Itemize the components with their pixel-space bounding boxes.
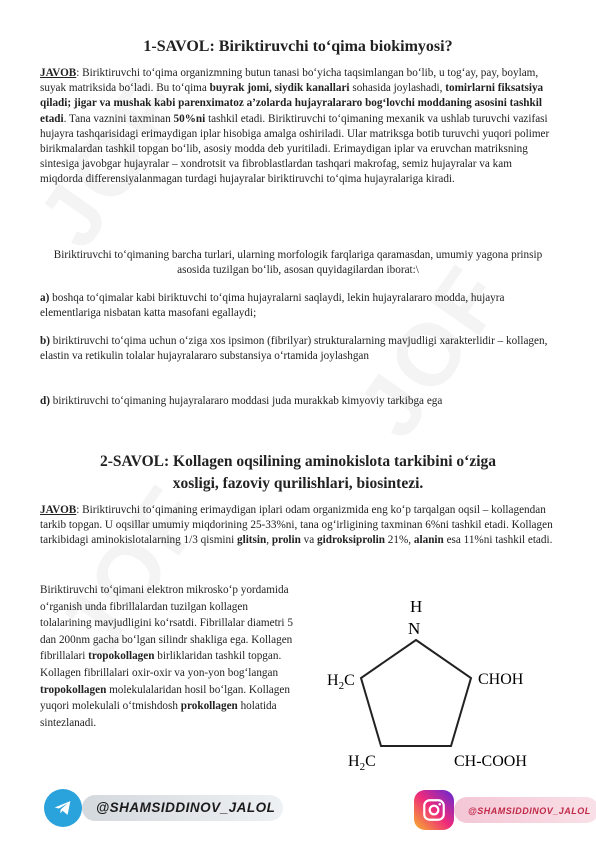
atom-n: N bbox=[408, 619, 421, 638]
answer-bold: 50%ni bbox=[173, 112, 206, 125]
question-2-heading bbox=[40, 451, 556, 495]
list-marker: a) bbox=[40, 292, 50, 304]
answer-text: sohasida joylashadi, bbox=[349, 82, 446, 95]
telegram-handle: @SHAMSIDDINOV_JALOL bbox=[96, 800, 276, 815]
instagram-handle-pill bbox=[454, 797, 596, 823]
list-text: biriktiruvchi to‘qimaning hujayralararo moddasi juda murakkab kimyoviy tarkibga ega bbox=[49, 395, 443, 407]
answer-bold: prolin bbox=[271, 534, 301, 547]
list-text: biriktiruvchi to‘qima uchun o‘ziga xos ipsimon (fibrilyar) strukturalarning mavjudligi xarakterlidir – kollagen, elastin va retikulin tolalar hujayralararo substansiya o‘rtamida joylashgan bbox=[40, 335, 548, 363]
list-text: boshqa to‘qimalar kabi biriktuvchi to‘qima hujayralarni saqlaydi, lekin hujayralararo modda, hujayra elementlariga nisbatan katta masofani egallaydi; bbox=[40, 292, 505, 320]
atom-h2c-bottom: $H_2C$ bbox=[348, 753, 376, 773]
collagen-description bbox=[40, 582, 300, 731]
answer-bold: tomirlarni fiksatsiya qiladi; jigar va mushak kabi parenximatoz a’zolarda hujayralararo bog‘lovchi moddaning asosini tashkil etadi bbox=[40, 82, 544, 125]
heading-line: 2-SAVOL: Kollagen oqsilining aminokislota tarkibini o‘ziga bbox=[99, 453, 496, 470]
answer-text: : Biriktiruvchi to‘qima organizmning butun tanasi bo‘yicha taqsimlangan bo‘lib, u tog‘ay, pay, boylam, suyak matriksida bo‘ladi. Bu to‘qima bbox=[40, 67, 539, 95]
list-item bbox=[40, 394, 556, 409]
body-bold: tropokollagen bbox=[88, 650, 155, 663]
question-1-answer bbox=[40, 66, 556, 188]
answer-text: : Biriktiruvchi to‘qimaning erimaydigan iplari odam organizmida eng ko‘p tarqalgan oqsil – kollagendan tarkib topgan. U oqsillar umumiy miqdorining 25-33%ni, tana og‘irligining taxminan 6%ni tashkil etadi. Kollagen tarkibidagi aminokislotalarning 1/3 qismini bbox=[40, 504, 553, 547]
list-marker: b) bbox=[40, 335, 50, 347]
body-text: holatida sintezlanadi. bbox=[40, 700, 277, 729]
answer-bold: alanin bbox=[413, 534, 444, 547]
answer-label: JAVOB bbox=[40, 67, 77, 79]
hydroxyproline-structure bbox=[318, 596, 558, 776]
body-text: molekulalaridan hosil bo‘lgan. Kollagen yuqori molekulali o‘tmishdosh bbox=[40, 683, 290, 713]
atom-h: H bbox=[410, 597, 423, 616]
pyrrolidine-ring bbox=[361, 640, 471, 746]
answer-text: , bbox=[266, 534, 272, 547]
atom-choh: CHOH bbox=[478, 671, 524, 688]
body-bold: prokollagen bbox=[180, 700, 238, 713]
atom-h2c-top: $H_2C$ bbox=[327, 672, 355, 692]
answer-text: tashkil etadi. Biriktiruvchi to‘qimaning mexanik va ushlab turuvchi vazifasi hujayra tashqarisidagi erimaydigan iplar hisobiga amalga oshiriladi. Ular matriksga botib turuvchi yuqori polimer birikmalardan tashkil topgan bo‘lib, asosiy modda deb yuritiladi. Erimaydigan iplar va eruvchan matriksning sintesiga javobgar hujayralar – xondrotsit va fibroblastlardan tashqari makrofag, semiz hujayralar va kam miqdorda differensiyalanmagan turdagi hujayralar biriktiruvchi to‘qima hujayralariga kiradi. bbox=[40, 112, 550, 186]
list-item bbox=[40, 291, 556, 321]
answer-text: esa 11%ni tashkil etadi. bbox=[443, 534, 553, 547]
instagram-footer[interactable] bbox=[414, 788, 596, 832]
telegram-footer[interactable] bbox=[44, 786, 283, 830]
answer-bold: buyrak jomi, siydik kanallari bbox=[209, 82, 350, 95]
list-marker: d) bbox=[40, 395, 50, 407]
question-2-answer bbox=[40, 503, 556, 549]
question-1-heading: 1-SAVOL: Biriktiruvchi to‘qima biokimyosi? bbox=[143, 38, 453, 55]
answer-text: . Tana vaznini taxminan bbox=[63, 112, 174, 125]
answer-text: 21%, bbox=[385, 534, 414, 547]
instagram-icon[interactable] bbox=[414, 790, 454, 830]
question-1-intro: Biriktiruvchi to‘qimaning barcha turlari, ularning morfologik farqlariga qaramasdan, umumiy yagona prinsip asosida tuzilgan bo‘lib, asosan quyidagilardan iborat:\ bbox=[53, 249, 543, 277]
answer-label: JAVOB bbox=[40, 504, 77, 516]
answer-bold: gidroksiprolin bbox=[317, 534, 385, 547]
body-text: birliklaridan tashkil topgan. Kollagen fibrillalari oxir-oxir va yon-yon bog‘langan bbox=[40, 650, 282, 679]
telegram-icon[interactable] bbox=[44, 789, 82, 827]
heading-line: xosligi, fazoviy qurilishlari, biosintezi. bbox=[172, 475, 424, 492]
atom-chcooh: CH-COOH bbox=[454, 753, 527, 770]
answer-text: va bbox=[300, 534, 318, 547]
body-text: Biriktiruvchi to‘qimani elektron mikrosko‘p yordamida o‘rganish unda fibrillalardan tuzilgan kollagen tolalarining mavjudligini ko‘rsatdi. Fibrillalar diametri 5 dan 200nm gacha bo‘lgan silindr shakliga ega. Kollagen fibrillalari bbox=[40, 584, 293, 663]
list-item bbox=[40, 334, 556, 364]
instagram-handle: @SHAMSIDDINOV_JALOL bbox=[468, 806, 591, 816]
telegram-handle-pill bbox=[82, 795, 283, 821]
answer-bold: glitsin bbox=[237, 534, 267, 547]
body-bold: tropokollagen bbox=[40, 683, 107, 696]
